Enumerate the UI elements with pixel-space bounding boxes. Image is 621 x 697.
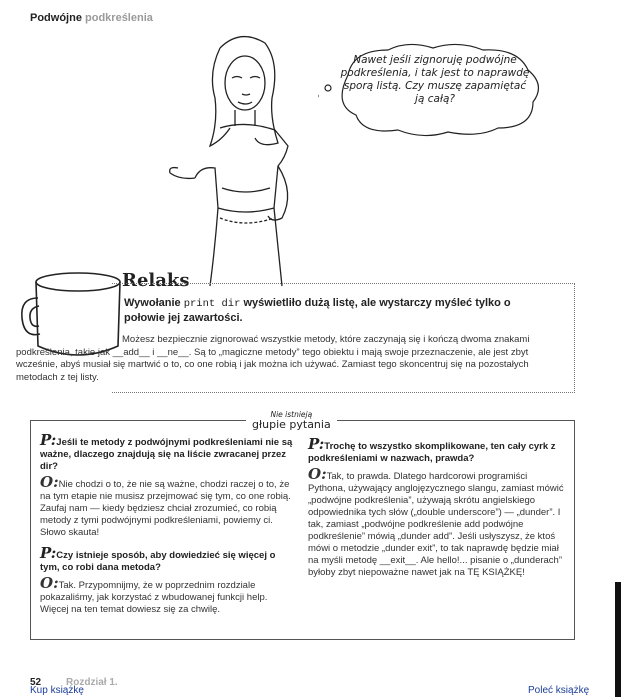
question-text: Trochę to wszystko skomplikowane, ten cały cyrk z podkreśleniami w nazwach, prawda? <box>308 441 556 464</box>
relax-lead-2: wyświetliło dużą listę, ale wystarczy myśleć tylko o połowie jej zawartości. <box>124 297 511 324</box>
question-text: Jeśli te metody z podwójnymi podkreśleniami nie są ważne, dlaczego znajdują się na liście zwracanej przez dir? <box>40 437 293 472</box>
answer-text: Nie chodzi o to, że nie są ważne, chodzi raczej o to, że na tym etapie nie musisz przejmować się tym, co one robią. Zaufaj nam — kiedy będziesz chciał zrozumieć, co robią metody z tymi podwójnymi podkreśleniami, powiemy ci. Słowo skauta! <box>40 479 291 538</box>
relax-lead-1: Wywołanie <box>124 297 184 309</box>
question <box>40 431 296 473</box>
question-text: Czy istnieje sposób, aby dowiedzieć się więcej o tym, co robi dana metoda? <box>40 550 276 573</box>
page-number: 52 <box>30 677 42 688</box>
answer <box>308 465 566 579</box>
side-marker <box>615 582 621 697</box>
q-letter: P: <box>40 431 57 449</box>
qa-right-column <box>308 435 566 587</box>
recommend-book-link[interactable]: Poleć książkę <box>528 685 590 696</box>
relax-lead-code: print dir <box>183 298 241 310</box>
qa-tag-line2: głupie pytania <box>252 418 331 431</box>
q-letter: P: <box>308 435 325 453</box>
question <box>308 435 566 465</box>
answer-text: Tak, to prawda. Dlatego hardcorowi programiści Pythona, używający anglojęzycznego slangu, zamiast mówić „podwójne podkreślenia”, używają skrótu angielskiego odpowiednika tych słów („double underscore”) — „dunder”. I tak, zamiast „podwójne podkreślenie add podwójne podkreślenie” mówią „dunder add”. Jeśli usłyszysz, że ktoś mówi o metodzie „dunder exit”, to tak naprawdę będzie miał na myśli metodę __exit__. Ale hello!... pisanie o „dunderach” byłoby zbyt niepoważne nawet jak na TĘ KSIĄŻKĘ! <box>308 471 564 578</box>
thought-text: Nawet jeśli zignoruję podwójne podkreślenia, i tak jest to naprawdę sporą listą. Czy muszę zapamiętać ją całą? <box>340 54 530 105</box>
answer <box>40 473 296 539</box>
a-letter: O: <box>308 465 327 483</box>
header-title-2: podkreślenia <box>85 12 153 24</box>
a-letter: O: <box>40 473 59 491</box>
question <box>40 544 296 574</box>
q-letter: P: <box>40 544 57 562</box>
qa-tag-line1: Nie istnieją <box>270 410 313 419</box>
relax-title: Relaks <box>122 270 190 291</box>
qa-left-column <box>40 431 296 624</box>
header-title-1: Podwójne <box>30 12 82 24</box>
answer <box>40 574 296 616</box>
relax-lead <box>124 296 554 325</box>
a-letter: O: <box>40 574 59 592</box>
answer-text: Tak. Przypomnijmy, że w poprzednim rozdziale pokazaliśmy, jak korzystać z wbudowanej funkcji help. Więcej na ten temat dowiesz się za chwilę. <box>40 580 268 615</box>
page-header <box>30 12 153 24</box>
buy-book-link[interactable]: Kup książkę <box>30 685 84 696</box>
qa-tag <box>246 410 337 431</box>
relax-body: Możesz bezpiecznie zignorować wszystkie metody, które zaczynają się i kończą dwoma znakami podkreślenia, takie jak __add__ i __ne__. Są to „magiczne metody” tego obiektu i mają swoje przeznaczenie, ale jest zbyt wcześnie, abyś musiał się martwić o to, co one robią i jak można ich używać. Zamiast tego skoncentruj się na pozostałych metodach z tej listy. <box>16 334 530 383</box>
chapter-label: Rozdział 1. <box>66 677 118 688</box>
woman-illustration <box>160 28 330 288</box>
